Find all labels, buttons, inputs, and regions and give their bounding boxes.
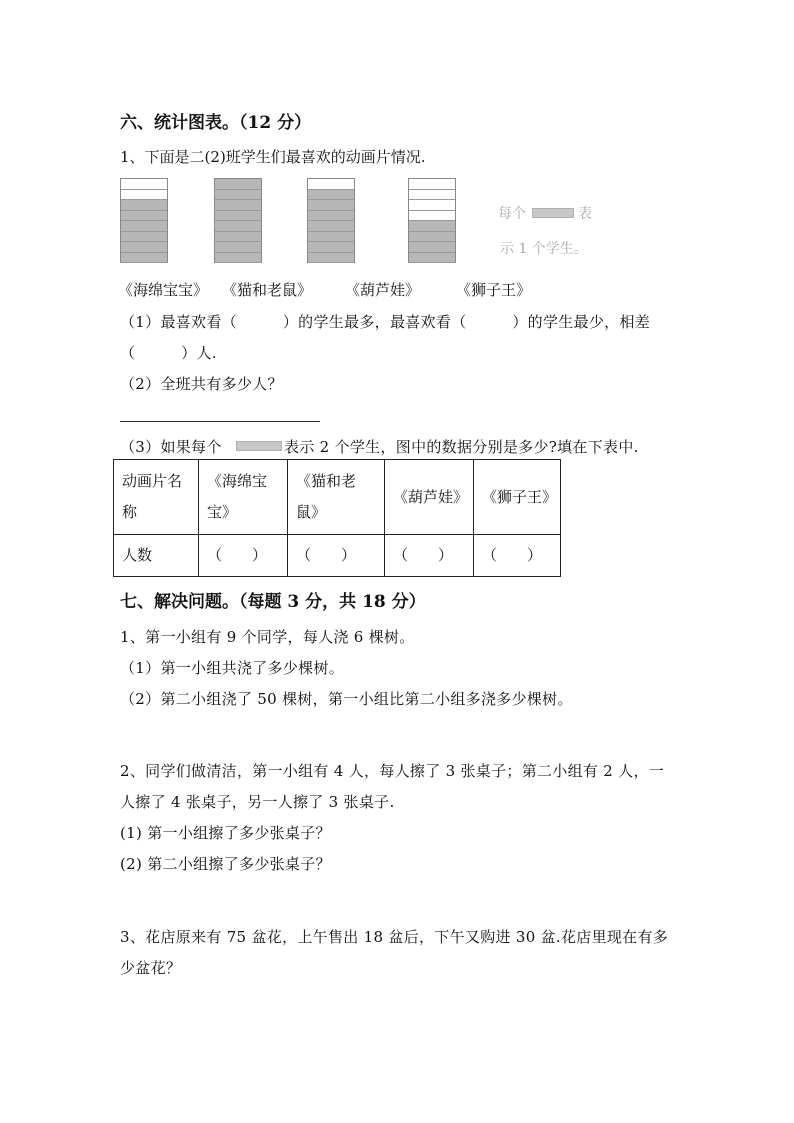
sub-question-1-line2: （ ）人. — [120, 344, 217, 362]
answer-line — [120, 421, 320, 422]
pictograph-cell — [215, 211, 261, 222]
pictograph-cell — [409, 211, 455, 222]
pictograph-cell — [215, 232, 261, 243]
question-1-text: 1、下面是二(2)班学生们最喜欢的动画片情况. — [120, 148, 426, 166]
bar-label-spongebob: 《海绵宝宝》 — [118, 281, 209, 299]
pictograph-bar — [307, 178, 355, 263]
problem-1: 1、第一小组有 9 个同学，每人浇 6 棵树。 — [120, 628, 415, 646]
legend-swatch — [532, 208, 574, 218]
pictograph-cell — [308, 179, 354, 190]
bar-label-tom-jerry: 《猫和老鼠》 — [222, 281, 313, 299]
pictograph-bar — [214, 178, 262, 263]
pictograph-cell — [308, 221, 354, 232]
pictograph-bar — [408, 178, 456, 263]
section6-title: 六、统计图表。（12 分） — [120, 113, 312, 133]
pictograph-cell — [409, 179, 455, 190]
pictograph-cell — [308, 232, 354, 243]
pictograph-cell — [121, 211, 167, 222]
problem-3-line2: 少盆花？ — [120, 959, 182, 977]
sub-question-3-a: （3）如果每个 — [120, 438, 222, 456]
pictograph-cell — [308, 200, 354, 211]
pictograph-cell — [409, 253, 455, 264]
problem-2-b: (2) 第二小组擦了多少张桌子？ — [120, 855, 331, 873]
pictograph-bar — [120, 178, 168, 263]
problem-2-line2: 人擦了 4 张桌子，另一人擦了 3 张桌子. — [120, 793, 395, 811]
table-cell-blank[interactable]: （ ） — [385, 535, 474, 577]
pictograph-cell — [409, 200, 455, 211]
answer-table — [113, 459, 561, 577]
pictograph-cell — [215, 242, 261, 253]
sub-question-2: （2）全班共有多少人？ — [120, 375, 283, 393]
problem-2-line1: 2、同学们做清洁，第一小组有 4 人，每人擦了 3 张桌子；第二小组有 2 人，一 — [120, 762, 665, 780]
pictograph-cell — [215, 253, 261, 264]
pictograph-cell — [409, 221, 455, 232]
legend-text-1: 每个 — [498, 206, 526, 222]
pictograph-cell — [121, 190, 167, 201]
bar-label-calabash: 《葫芦娃》 — [345, 281, 421, 299]
sub-question-3-b: 表示 2 个学生，图中的数据分别是多少?填在下表中. — [284, 438, 639, 456]
problem-3-line1: 3、花店原来有 75 盆花，上午售出 18 盆后，下午又购进 30 盆.花店里现在有多 — [120, 928, 669, 946]
pictograph-cell — [215, 200, 261, 211]
table-cell-blank[interactable]: （ ） — [474, 535, 561, 577]
table-header-spongebob: 《海绵宝宝》 — [199, 460, 288, 535]
table-header-calabash: 《葫芦娃》 — [385, 460, 474, 535]
pictograph-cell — [215, 179, 261, 190]
pictograph-cell — [215, 190, 261, 201]
pictograph-cell — [121, 179, 167, 190]
problem-1-a: （1）第一小组共浇了多少棵树。 — [120, 659, 345, 677]
sub-question-3-swatch — [236, 441, 282, 451]
pictograph-cell — [308, 211, 354, 222]
pictograph-cell — [409, 232, 455, 243]
bar-label-lion-king: 《狮子王》 — [456, 281, 532, 299]
sub-question-1-line1: （1）最喜欢看（ ）的学生最多，最喜欢看（ ）的学生最少，相差 — [120, 313, 651, 331]
pictograph-cell — [121, 232, 167, 243]
legend-text-2: 表 — [578, 206, 592, 222]
table-cell-blank[interactable]: （ ） — [288, 535, 385, 577]
section7-title: 七、解决问题。（每题 3 分，共 18 分） — [120, 592, 426, 612]
pictograph-cell — [121, 242, 167, 253]
table-row-label: 人数 — [114, 535, 199, 577]
table-header-tom-jerry: 《猫和老鼠》 — [288, 460, 385, 535]
pictograph-cell — [215, 221, 261, 232]
problem-2-a: (1) 第一小组擦了多少张桌子？ — [120, 824, 331, 842]
pictograph-cell — [409, 242, 455, 253]
legend-text-3: 示 1 个学生。 — [500, 241, 588, 257]
pictograph-cell — [308, 190, 354, 201]
pictograph-cell — [121, 221, 167, 232]
pictograph-cell — [409, 190, 455, 201]
table-header-name: 动画片名称 — [114, 460, 199, 535]
table-cell-blank[interactable]: （ ） — [199, 535, 288, 577]
pictograph-cell — [121, 253, 167, 264]
pictograph-cell — [308, 242, 354, 253]
table-header-lion-king: 《狮子王》 — [474, 460, 561, 535]
pictograph-cell — [121, 200, 167, 211]
problem-1-b: （2）第二小组浇了 50 棵树，第一小组比第二小组多浇多少棵树。 — [120, 690, 573, 708]
pictograph-cell — [308, 253, 354, 264]
